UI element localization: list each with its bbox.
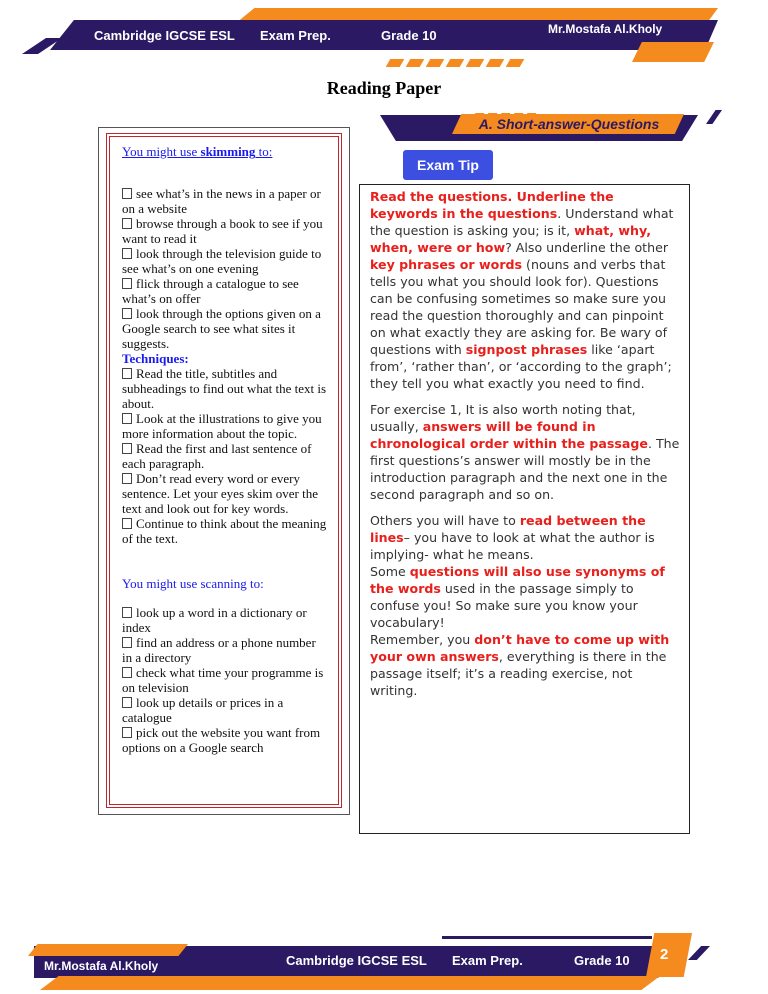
skimming-intro: You might use skimming to: [122,144,273,159]
scanning-item: pick out the website you want from options on a Google search [122,725,321,755]
footer-slash-decoration [688,946,710,960]
header-course: Cambridge IGCSE ESL [94,28,235,43]
footer-page-tab [646,933,692,977]
skimming-item: browse through a book to see if you want to read it [122,216,323,246]
technique-item: Continue to think about the meaning of the text. [122,516,327,546]
skimming-item: look through the options given on a Google search to see what sites it suggests. [122,306,321,351]
technique-item: Read the first and last sentence of each paragraph. [122,441,312,471]
checkbox-icon [122,368,132,379]
footer-author: Mr.Mostafa Al.Kholy [44,959,159,973]
checkbox-icon [122,248,132,259]
checkbox-icon [122,607,132,618]
scanning-item: look up details or prices in a catalogue [122,695,284,725]
tip-paragraph-1: Read the questions. Underline the keywords in the questions. Understand what the question is asking you; is it, what, why, when, were or how? Also underline the other key phrases or words (nouns and verbs that tells you what you should look for). Questions can be confusing sometimes so make sure you read the question thoroughly and can pinpoint on what exactly they are asking for. Be wary of questions with signpost phrases like ‘apart from’, ‘rather than’, or ‘according to the graph’; they tell you what exactly you need to find. [370,189,674,391]
checkbox-icon [122,697,132,708]
checkbox-icon [122,667,132,678]
page-title: Reading Paper [326,78,442,98]
header-orange-accent [632,42,714,62]
skimming-item: flick through a catalogue to see what’s on offer [122,276,299,306]
header-dashes [388,52,528,71]
skimming-scanning-text [122,144,328,755]
checkbox-icon [122,727,132,738]
techniques-heading: Techniques: [122,351,189,366]
technique-item: Look at the illustrations to give you more information about the topic. [122,411,322,441]
skimming-item: look through the television guide to see what’s on one evening [122,246,322,276]
header-author: Mr.Mostafa Al.Kholy [548,22,663,36]
section-slash-decoration [706,110,722,124]
footer-line [442,936,652,939]
checkbox-icon [122,278,132,289]
header-grade: Grade 10 [381,28,437,43]
exam-tip-text [370,188,682,708]
tip-paragraph-2: For exercise 1, It is also worth noting that, usually, answers will be found in chronological order within the passage. The first questions’s answer will mostly be in the introduction paragraph and the next one in the second paragraph and so on. [370,402,680,502]
header-exam: Exam Prep. [260,28,331,43]
scanning-item: check what time your programme is on television [122,665,324,695]
section-title: A. Short-answer-Questions [478,116,660,132]
checkbox-icon [122,188,132,199]
checkbox-icon [122,308,132,319]
footer-course: Cambridge IGCSE ESL [286,953,427,968]
checkbox-icon [122,218,132,229]
scanning-item: look up a word in a dictionary or index [122,605,307,635]
checkbox-icon [122,443,132,454]
scanning-intro: You might use scanning to: [122,576,264,591]
scanning-item: find an address or a phone number in a directory [122,635,316,665]
footer-orange-accent [28,944,188,956]
technique-item: Don’t read every word or every sentence. Let your eyes skim over the text and look out for key words. [122,471,319,516]
page-number: 2 [660,946,669,963]
checkbox-icon [122,637,132,648]
footer-exam: Exam Prep. [452,953,523,968]
checkbox-icon [122,473,132,484]
exam-tip-label: Exam Tip [403,150,493,180]
checkbox-icon [122,413,132,424]
footer-grade: Grade 10 [574,953,630,968]
checkbox-icon [122,518,132,529]
footer-orange-band [40,976,660,990]
technique-item: Read the title, subtitles and subheadings to find out what the text is about. [122,366,327,411]
skimming-item: see what’s in the news in a paper or on a website [122,186,321,216]
tip-paragraph-3: Others you will have to read between the lines– you have to look at what the author is implying- what he means. Some questions will also use synonyms of the words used in the passage simply to confuse you! So make sure you know your vocabulary! Remember, you don’t have to come up with your own answers, everything is there in the passage itself; it’s a reading exercise, not writing. [370,513,670,698]
